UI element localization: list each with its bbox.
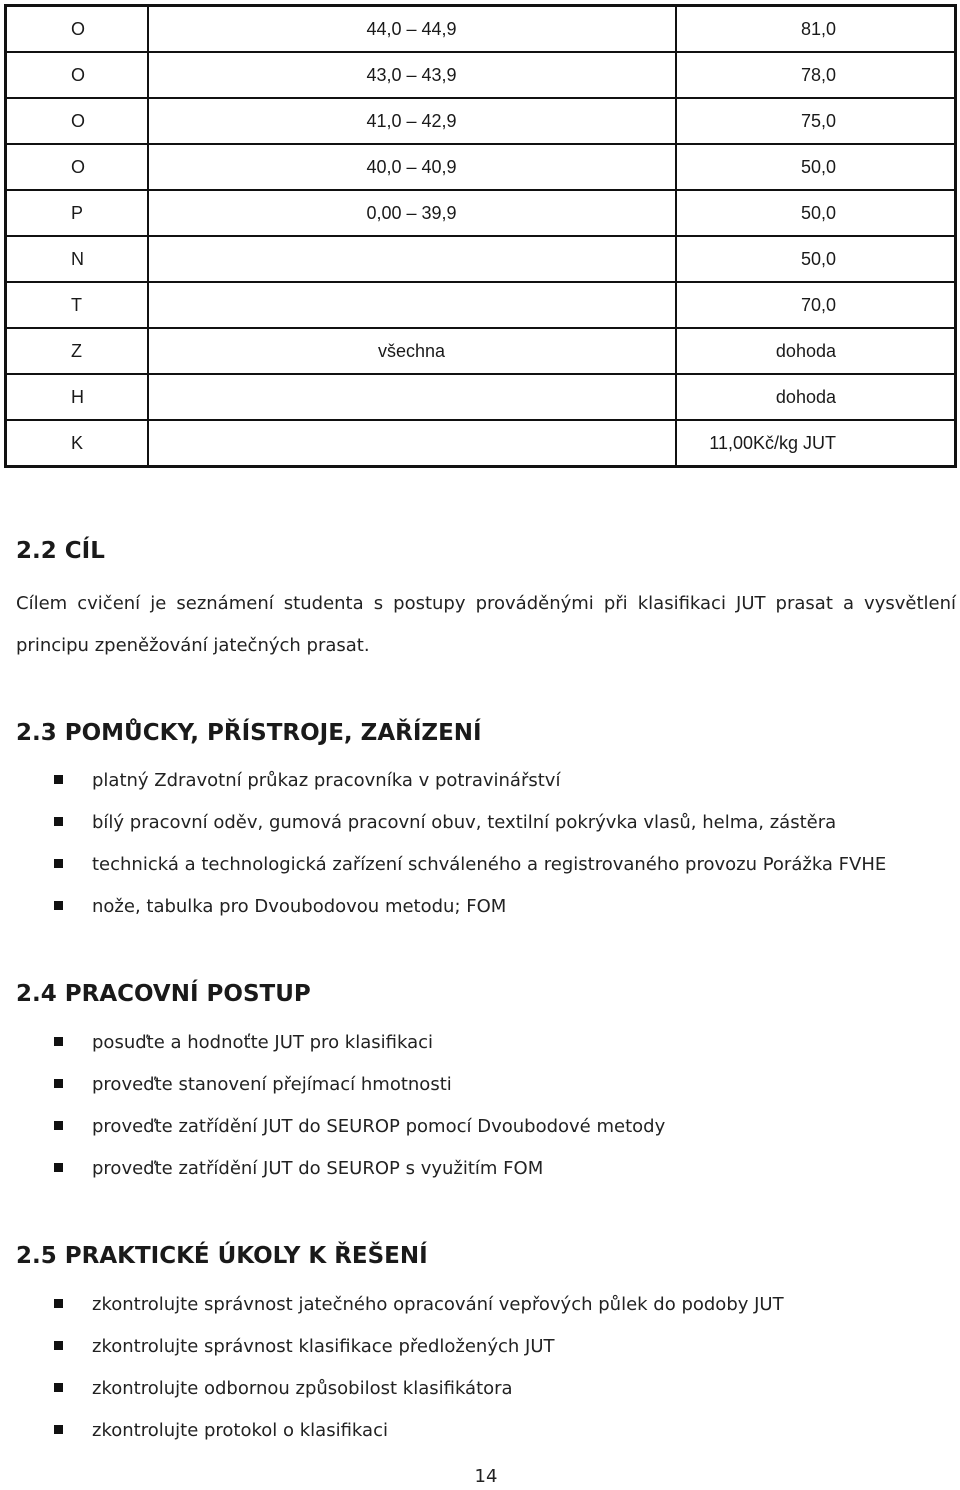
range-cell	[148, 236, 676, 282]
class-cell: P	[6, 190, 148, 236]
list-item-text: proveďte zatřídění JUT do SEUROP pomocí Dvoubodové metody	[92, 1116, 666, 1137]
range-cell: 41,0 – 42,9	[148, 98, 676, 144]
price-cell: 70,0	[676, 282, 956, 328]
table-row	[6, 98, 956, 144]
list-item	[54, 1368, 784, 1410]
class-cell: O	[6, 144, 148, 190]
price-cell: 75,0	[676, 98, 956, 144]
class-cell: O	[6, 52, 148, 98]
procedure-list	[54, 1022, 665, 1190]
list-item	[54, 1148, 665, 1190]
list-item	[54, 760, 886, 802]
square-bullet-icon	[54, 1383, 63, 1392]
goal-paragraph: Cílem cvičení je seznámení studenta s postupy prováděnými při klasifikaci JUT prasat a vysvětlení principu zpeněžování jatečných prasat.	[16, 593, 956, 656]
range-cell: 0,00 – 39,9	[148, 190, 676, 236]
square-bullet-icon	[54, 1163, 63, 1172]
list-item-text: platný Zdravotní průkaz pracovníka v potravinářství	[92, 770, 561, 791]
list-item-text: bílý pracovní oděv, gumová pracovní obuv, textilní pokrývka vlasů, helma, zástěra	[92, 812, 837, 833]
class-cell: K	[6, 420, 148, 467]
page-number: 14	[474, 1466, 498, 1487]
list-item	[54, 1022, 665, 1064]
class-cell: Z	[6, 328, 148, 374]
class-cell: H	[6, 374, 148, 420]
table-row	[6, 236, 956, 282]
table-row	[6, 328, 956, 374]
price-cell: dohoda	[676, 328, 956, 374]
square-bullet-icon	[54, 817, 63, 826]
price-cell: 81,0	[676, 6, 956, 53]
list-item-text: zkontrolujte správnost jatečného opracování vepřových půlek do podoby JUT	[92, 1294, 784, 1315]
classification-table	[4, 4, 957, 468]
range-cell	[148, 282, 676, 328]
square-bullet-icon	[54, 1079, 63, 1088]
list-item	[54, 1326, 784, 1368]
class-cell: O	[6, 98, 148, 144]
section-heading-tasks: 2.5 PRAKTICKÉ ÚKOLY K ŘEŠENÍ	[16, 1243, 428, 1269]
list-item-text: technická a technologická zařízení schváleného a registrovaného provozu Porážka FVHE	[92, 854, 887, 875]
range-cell: 40,0 – 40,9	[148, 144, 676, 190]
section-heading-goal: 2.2 CÍL	[16, 538, 105, 564]
price-cell: 78,0	[676, 52, 956, 98]
range-cell: 44,0 – 44,9	[148, 6, 676, 53]
list-item-text: nože, tabulka pro Dvoubodovou metodu; FOM	[92, 896, 507, 917]
section-heading-procedure: 2.4 PRACOVNÍ POSTUP	[16, 981, 311, 1007]
list-item-text: proveďte stanovení přejímací hmotnosti	[92, 1074, 452, 1095]
list-item	[54, 1106, 665, 1148]
class-cell: N	[6, 236, 148, 282]
square-bullet-icon	[54, 1037, 63, 1046]
price-cell: 50,0	[676, 236, 956, 282]
range-cell: všechna	[148, 328, 676, 374]
table-row	[6, 6, 956, 53]
square-bullet-icon	[54, 1121, 63, 1130]
list-item	[54, 1284, 784, 1326]
tasks-list	[54, 1284, 784, 1452]
table-row	[6, 190, 956, 236]
section-heading-equipment: 2.3 POMŮCKY, PŘÍSTROJE, ZAŘÍZENÍ	[16, 720, 482, 746]
table-row	[6, 374, 956, 420]
range-cell	[148, 420, 676, 467]
class-cell: T	[6, 282, 148, 328]
price-cell: 50,0	[676, 190, 956, 236]
list-item	[54, 1064, 665, 1106]
list-item-text: zkontrolujte protokol o klasifikaci	[92, 1420, 388, 1441]
equipment-list	[54, 760, 886, 928]
list-item	[54, 844, 886, 886]
range-cell: 43,0 – 43,9	[148, 52, 676, 98]
square-bullet-icon	[54, 859, 63, 868]
table-row	[6, 282, 956, 328]
table-row	[6, 420, 956, 467]
list-item-text: posuďte a hodnoťte JUT pro klasifikaci	[92, 1032, 434, 1053]
price-cell: 11,00Kč/kg JUT	[676, 420, 956, 467]
list-item-text: zkontrolujte správnost klasifikace předložených JUT	[92, 1336, 555, 1357]
square-bullet-icon	[54, 901, 63, 910]
list-item-text: proveďte zatřídění JUT do SEUROP s využitím FOM	[92, 1158, 544, 1179]
range-cell	[148, 374, 676, 420]
list-item	[54, 886, 886, 928]
table-row	[6, 52, 956, 98]
price-cell: 50,0	[676, 144, 956, 190]
class-cell: O	[6, 6, 148, 53]
list-item-text: zkontrolujte odbornou způsobilost klasifikátora	[92, 1378, 513, 1399]
list-item	[54, 1410, 784, 1452]
square-bullet-icon	[54, 1341, 63, 1350]
table-row	[6, 144, 956, 190]
square-bullet-icon	[54, 1425, 63, 1434]
list-item	[54, 802, 886, 844]
square-bullet-icon	[54, 775, 63, 784]
square-bullet-icon	[54, 1299, 63, 1308]
price-cell: dohoda	[676, 374, 956, 420]
